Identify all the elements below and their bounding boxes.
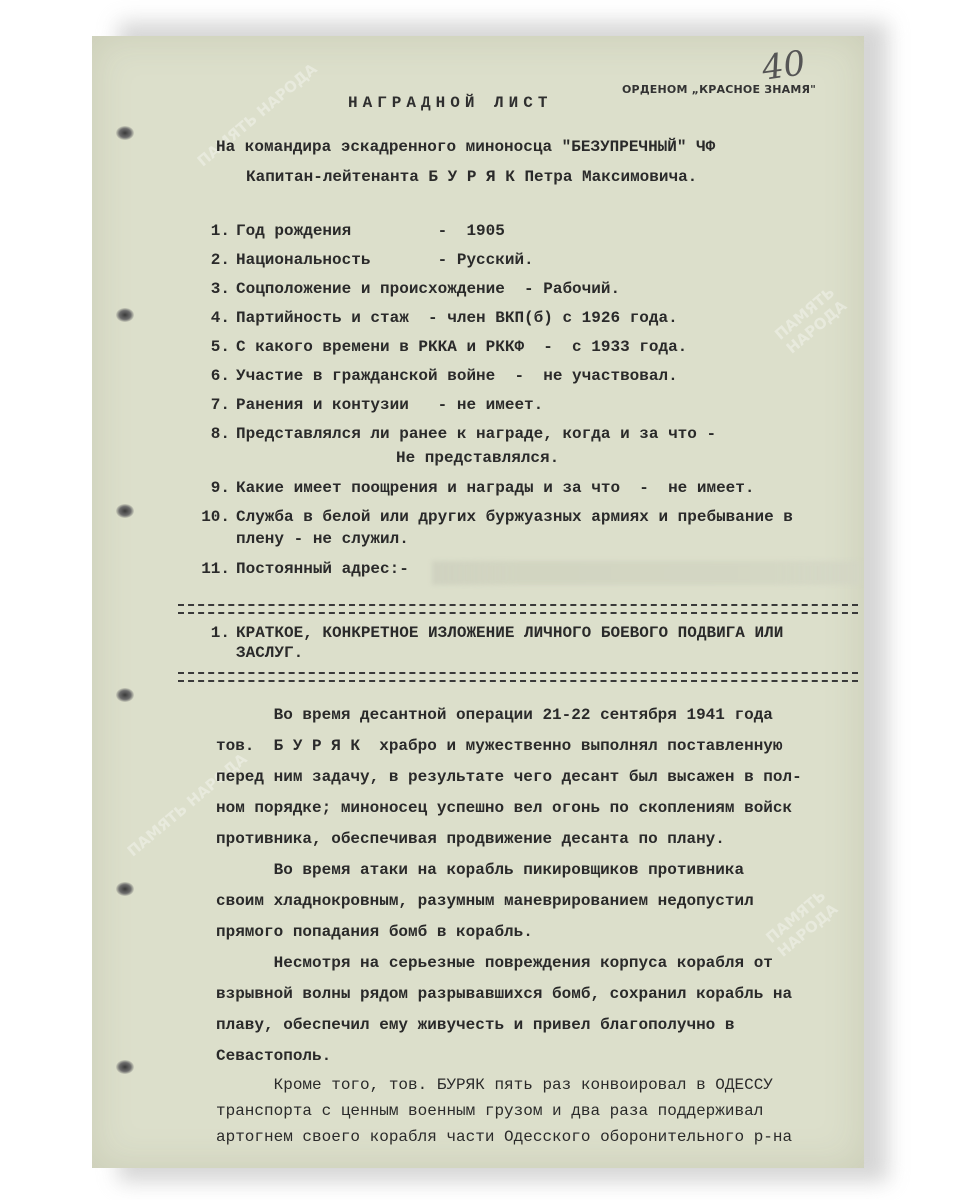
document-title: НАГРАДНОЙ ЛИСТ <box>348 94 553 112</box>
item-text: Национальность - Русский. <box>236 251 534 269</box>
list-item <box>190 479 793 508</box>
section-number: 1. <box>210 624 230 642</box>
item-text: Участие в гражданской войне - не участвовал. <box>236 367 678 385</box>
questionnaire-list <box>190 222 793 589</box>
text-line: Севастополь. <box>216 1047 332 1065</box>
text-line: Во время десантной операции 21-22 сентября 1941 года <box>216 706 773 724</box>
punch-hole <box>116 126 134 140</box>
punch-hole <box>116 1060 134 1074</box>
item-number: 8. <box>210 425 230 443</box>
punch-hole <box>116 882 134 896</box>
punch-hole <box>116 504 134 518</box>
watermark: ПАМЯТЬ НАРОДА <box>123 749 251 861</box>
watermark: ПАМЯТЬ НАРОДА <box>771 283 851 358</box>
punch-hole <box>116 688 134 702</box>
subtitle-line-1: На командира эскадренного миноносца "БЕЗУПРЕЧНЫЙ" ЧФ <box>216 138 716 156</box>
punch-hole <box>116 308 134 322</box>
list-item <box>190 367 793 396</box>
item-number: 10. <box>201 508 230 526</box>
list-item-continuation: Не представлялся. <box>396 449 560 467</box>
item-text: Соцположение и происхождение - Рабочий. <box>236 280 621 298</box>
item-text: Постоянный адрес:- <box>236 560 409 578</box>
text-line: взрывной волны рядом разрывавшихся бомб, сохранил корабль на <box>216 985 793 1003</box>
redacted-address <box>432 561 860 585</box>
text-line: плаву, обеспечил ему живучесть и привел благополучно в <box>216 1016 735 1034</box>
text-line: противника, обеспечивая продвижение десанта по плану. <box>216 830 725 848</box>
text-line: Кроме того, тов. БУРЯК пять раз конвоировал в ОДЕССУ <box>216 1076 773 1094</box>
item-number: 3. <box>210 280 230 298</box>
text-line: Несмотря на серьезные повреждения корпуса корабля от <box>216 954 773 972</box>
list-item <box>190 222 793 251</box>
section-heading-line-2: ЗАСЛУГ. <box>236 644 304 662</box>
item-text: Служба в белой или других буржуазных армиях и пребывание в <box>236 508 793 526</box>
list-item-continuation: плену - не служил. <box>236 530 409 548</box>
item-number: 7. <box>210 396 230 414</box>
item-number: 5. <box>210 338 230 356</box>
text-line: транспорта с ценным военным грузом и два раза поддерживал <box>216 1102 764 1120</box>
document-page <box>92 36 864 1168</box>
list-item <box>190 251 793 280</box>
list-item <box>190 280 793 309</box>
text-line: артогнем своего корабля части Одесского оборонительного р-на <box>216 1128 793 1146</box>
list-item <box>190 425 793 449</box>
text-line: тов. Б У Р Я К храбро и мужественно выполнял поставленную <box>216 737 783 755</box>
list-item <box>190 309 793 338</box>
item-number: 4. <box>210 309 230 327</box>
text-line: ном порядке; миноносец успешно вел огонь по скоплениям войск <box>216 799 793 817</box>
watermark: ПАМЯТЬ НАРОДА <box>193 59 321 171</box>
page-number: 40 <box>759 43 808 89</box>
section-heading-line-1: КРАТКОЕ, КОНКРЕТНОЕ ИЗЛОЖЕНИЕ ЛИЧНОГО БОЕВОГО ПОДВИГА ИЛИ <box>236 624 784 642</box>
list-item <box>190 508 793 530</box>
subtitle-line-2: Капитан-лейтенанта Б У Р Я К Петра Максимовича. <box>246 168 698 186</box>
item-number: 9. <box>210 479 230 497</box>
award-stamp: ОРДЕНОМ „КРАСНОЕ ЗНАМЯ" <box>622 83 817 96</box>
text-line: своим хладнокровным, разумным маневрированием недопустил <box>216 892 754 910</box>
text-line: перед ним задачу, в результате чего десант был высажен в пол- <box>216 768 802 786</box>
item-text: С какого времени в РККА и РККФ - с 1933 года. <box>236 338 688 356</box>
double-rule-top <box>178 604 858 614</box>
text-line: прямого попадания бомб в корабль. <box>216 923 533 941</box>
item-number: 6. <box>210 367 230 385</box>
achievement-description <box>216 701 856 1151</box>
text-line: Во время атаки на корабль пикировщиков противника <box>216 861 745 879</box>
list-item <box>190 396 793 425</box>
item-text: Какие имеет поощрения и награды и за что - не имеет. <box>236 479 755 497</box>
item-text: Год рождения - 1905 <box>236 222 505 240</box>
item-number: 2. <box>210 251 230 269</box>
item-text: Представлялся ли ранее к награде, когда и за что - <box>236 425 717 443</box>
double-rule-bottom <box>178 672 858 682</box>
watermark: ПАМЯТЬ НАРОДА <box>762 886 842 961</box>
section-heading <box>190 624 783 662</box>
item-number: 1. <box>210 222 230 240</box>
item-text: Ранения и контузии - не имеет. <box>236 396 544 414</box>
item-text: Партийность и стаж - член ВКП(б) с 1926 года. <box>236 309 678 327</box>
list-item <box>190 338 793 367</box>
item-number: 11. <box>201 560 230 578</box>
